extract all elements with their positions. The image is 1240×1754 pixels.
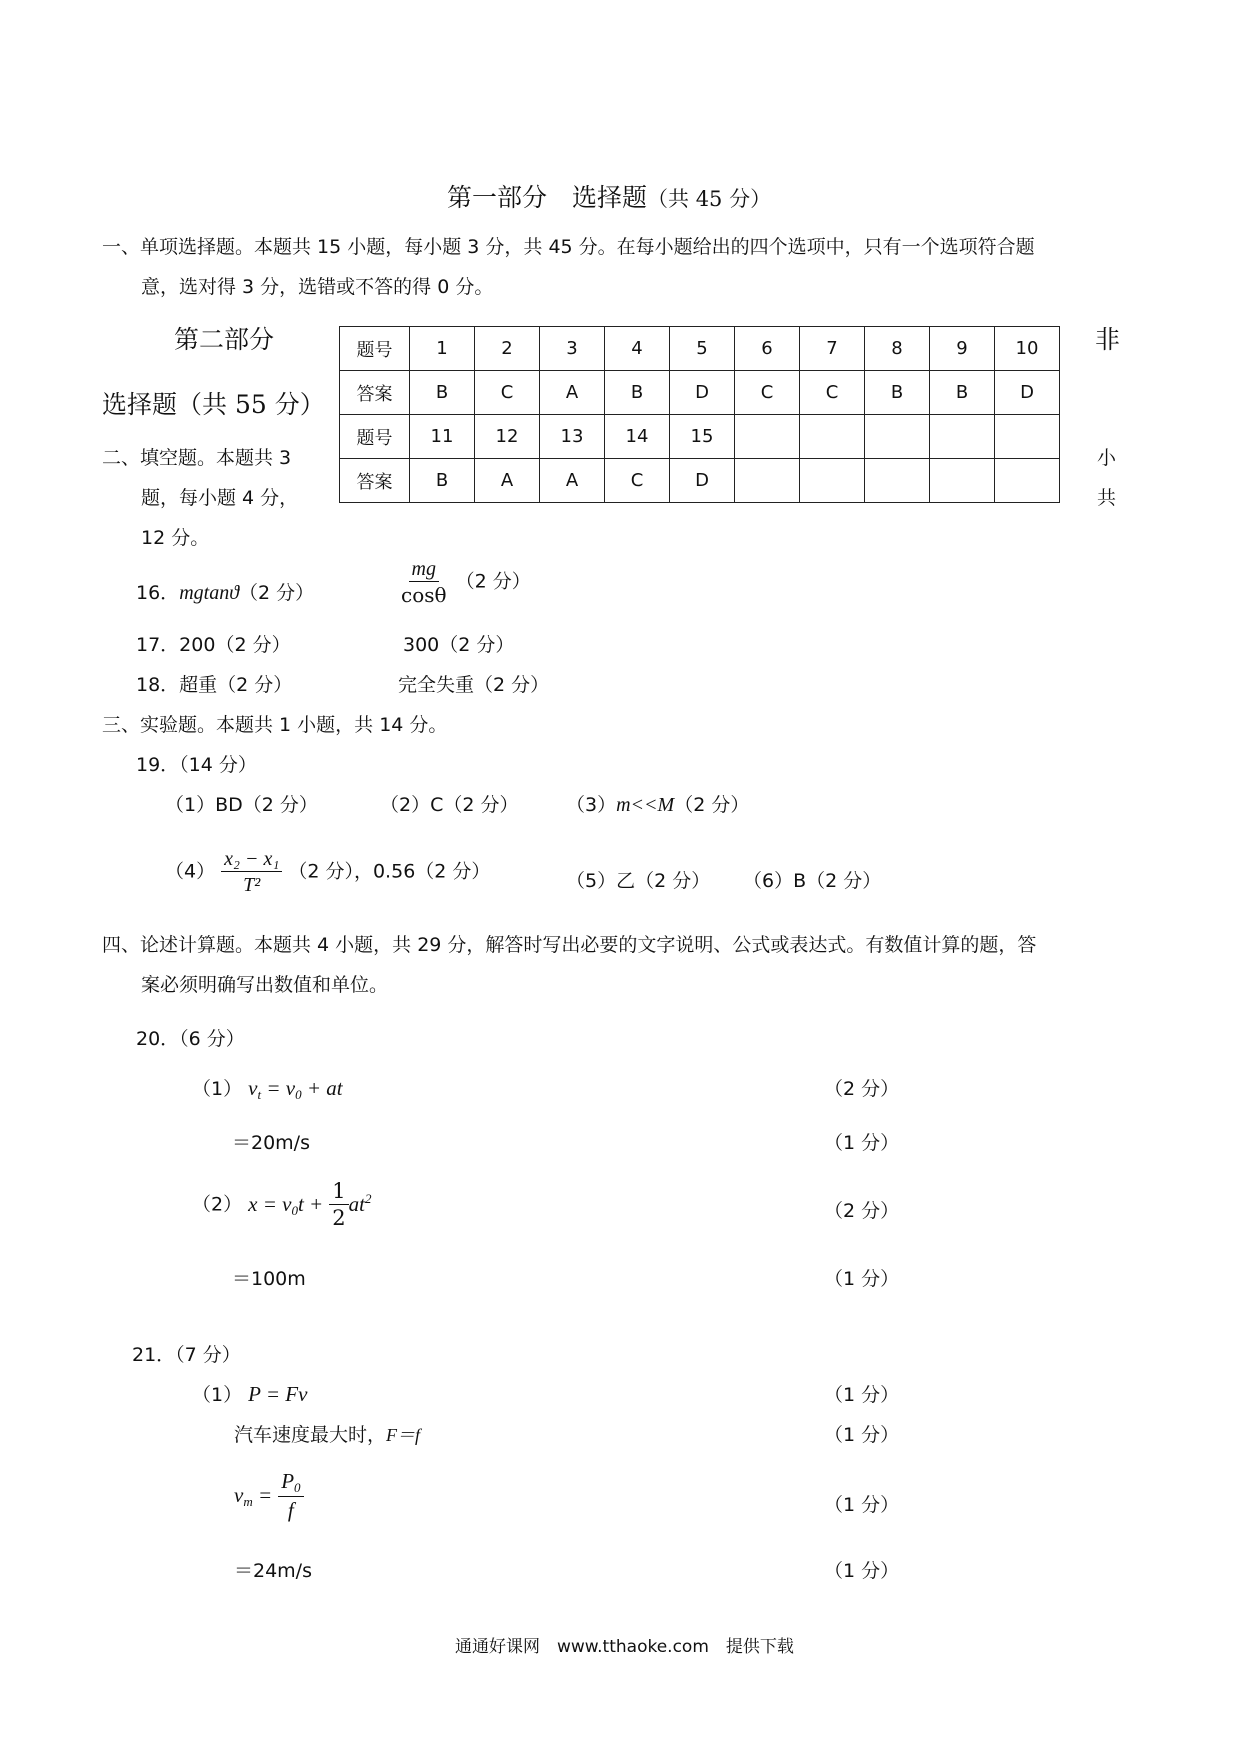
- q20-part1-score: （2 分）: [824, 1078, 900, 1100]
- fraction: $\frac{P_0}{f}$: [278, 1470, 303, 1522]
- table-cell: C: [735, 371, 800, 415]
- table-cell: B: [410, 371, 475, 415]
- part2-title-b: 非: [1095, 325, 1121, 354]
- table-cell: 题号: [340, 327, 410, 371]
- table-cell: [995, 459, 1060, 503]
- q19-part4: （4） $\frac{\text{x₂ − x₁}}{\text{T²}}$ （2 分），0.56（2 分）: [165, 848, 491, 896]
- table-cell: 答案: [340, 371, 410, 415]
- section2-header-r1: 小: [1097, 447, 1117, 469]
- part1-title: 第一部分 选择题（共 45 分）: [447, 183, 772, 212]
- table-cell: 1: [410, 327, 475, 371]
- table-cell: 6: [735, 327, 800, 371]
- q21-vm-equation: $v_m$ = $\frac{P_0}{f}$: [234, 1470, 304, 1522]
- q20-part2-equation: （2） $x = v_0t$ + $\frac{1}{2}$ $at^2$: [192, 1179, 372, 1231]
- table-cell: 4: [605, 327, 670, 371]
- q21-title: 21．（7 分）: [132, 1344, 241, 1366]
- table-cell: D: [670, 371, 735, 415]
- q17-answer-a: 17．200（2 分）: [136, 634, 291, 656]
- table-cell: 3: [540, 327, 605, 371]
- table-cell: A: [540, 371, 605, 415]
- fraction: $\frac{\text{x₂ − x₁}}{\text{T²}}$: [221, 848, 282, 896]
- q20-part2-score: （2 分）: [824, 1200, 900, 1222]
- table-cell: 9: [930, 327, 995, 371]
- table-cell: 8: [865, 327, 930, 371]
- q21-condition: 汽车速度最大时，F＝f: [234, 1424, 421, 1446]
- table-cell: 题号: [340, 415, 410, 459]
- part2-title-c: 选择题（共 55 分）: [102, 390, 325, 419]
- q20-title: 20．（6 分）: [136, 1028, 245, 1050]
- table-row: [340, 415, 1060, 459]
- part1-instructions-line1: 一、单项选择题。本题共 15 小题，每小题 3 分，共 45 分。在每小题给出的四个选项中，只有一个选项符合题: [102, 236, 1035, 258]
- table-cell: B: [605, 371, 670, 415]
- table-cell: [735, 459, 800, 503]
- table-row: [340, 459, 1060, 503]
- q21-vm-score: （1 分）: [824, 1494, 900, 1516]
- table-cell: 13: [540, 415, 605, 459]
- table-cell: [995, 415, 1060, 459]
- table-cell: 15: [670, 415, 735, 459]
- q20-part1-result-score: （1 分）: [824, 1132, 900, 1154]
- answer-table: [339, 326, 1060, 503]
- table-cell: 答案: [340, 459, 410, 503]
- q19-part1: （1）BD（2 分）: [165, 794, 318, 816]
- table-cell: B: [930, 371, 995, 415]
- table-cell: 7: [800, 327, 865, 371]
- table-cell: [865, 459, 930, 503]
- q19-part2: （2）C（2 分）: [380, 794, 519, 816]
- table-cell: C: [800, 371, 865, 415]
- table-cell: 5: [670, 327, 735, 371]
- table-cell: D: [995, 371, 1060, 415]
- part1-instructions-line2: 意，选对得 3 分，选错或不答的得 0 分。: [141, 276, 494, 298]
- q18-answer-b: 完全失重（2 分）: [398, 674, 550, 696]
- table-cell: D: [670, 459, 735, 503]
- section3-header: 三、实验题。本题共 1 小题，共 14 分。: [102, 714, 448, 736]
- q19-part5: （5）乙（2 分）: [566, 870, 711, 892]
- part2-title-a: 第二部分: [174, 325, 275, 354]
- table-cell: A: [540, 459, 605, 503]
- q16-answer-a: 16．mgtanϑ（2 分）: [136, 582, 315, 604]
- q20-part1-result: ＝20m/s: [232, 1132, 310, 1154]
- q17-answer-b: 300（2 分）: [403, 634, 515, 656]
- table-cell: [800, 415, 865, 459]
- table-cell: 11: [410, 415, 475, 459]
- table-cell: [735, 415, 800, 459]
- table-cell: [865, 415, 930, 459]
- q20-part2-result: ＝100m: [232, 1268, 306, 1290]
- q21-part1-score: （1 分）: [824, 1384, 900, 1406]
- q21-result-score: （1 分）: [824, 1560, 900, 1582]
- table-cell: B: [865, 371, 930, 415]
- page-footer: 通通好课网 www.tthaoke.com 提供下载: [455, 1637, 794, 1657]
- q19-title: 19．（14 分）: [136, 754, 257, 776]
- table-row: [340, 327, 1060, 371]
- q18-answer-a: 18．超重（2 分）: [136, 674, 293, 696]
- fraction: $\frac{1}{2}$: [329, 1180, 348, 1230]
- table-row: [340, 371, 1060, 415]
- section2-header-b: 题，每小题 4 分，: [141, 487, 299, 509]
- table-cell: C: [475, 371, 540, 415]
- table-cell: A: [475, 459, 540, 503]
- section4-header-line2: 案必须明确写出数值和单位。: [141, 974, 389, 996]
- table-cell: 10: [995, 327, 1060, 371]
- q20-part1-equation: （1） $v_t = v_0$ + at: [192, 1076, 343, 1102]
- q20-part2-result-score: （1 分）: [824, 1268, 900, 1290]
- q21-part1-equation: （1） P = Fv: [192, 1382, 308, 1406]
- section2-header-r2: 共: [1097, 487, 1117, 509]
- table-cell: [930, 415, 995, 459]
- table-cell: [800, 459, 865, 503]
- q21-result: ＝24m/s: [234, 1560, 312, 1582]
- section4-header-line1: 四、论述计算题。本题共 4 小题，共 29 分，解答时写出必要的文字说明、公式或表达式。有数值计算的题，答: [102, 934, 1037, 956]
- fraction: $\frac{mg}{\cos\theta}$: [401, 558, 447, 607]
- table-cell: 14: [605, 415, 670, 459]
- q21-condition-score: （1 分）: [824, 1424, 900, 1446]
- table-cell: B: [410, 459, 475, 503]
- q16-answer-b: $\frac{mg}{\cos\theta}$ （2 分）: [398, 558, 531, 606]
- q19-part3: （3）m<<M（2 分）: [566, 794, 750, 816]
- table-cell: C: [605, 459, 670, 503]
- table-cell: 12: [475, 415, 540, 459]
- section2-header-a: 二、填空题。本题共 3: [102, 447, 292, 469]
- table-cell: 2: [475, 327, 540, 371]
- q19-part6: （6）B（2 分）: [743, 870, 882, 892]
- table-cell: [930, 459, 995, 503]
- section2-header-c: 12 分。: [141, 527, 210, 549]
